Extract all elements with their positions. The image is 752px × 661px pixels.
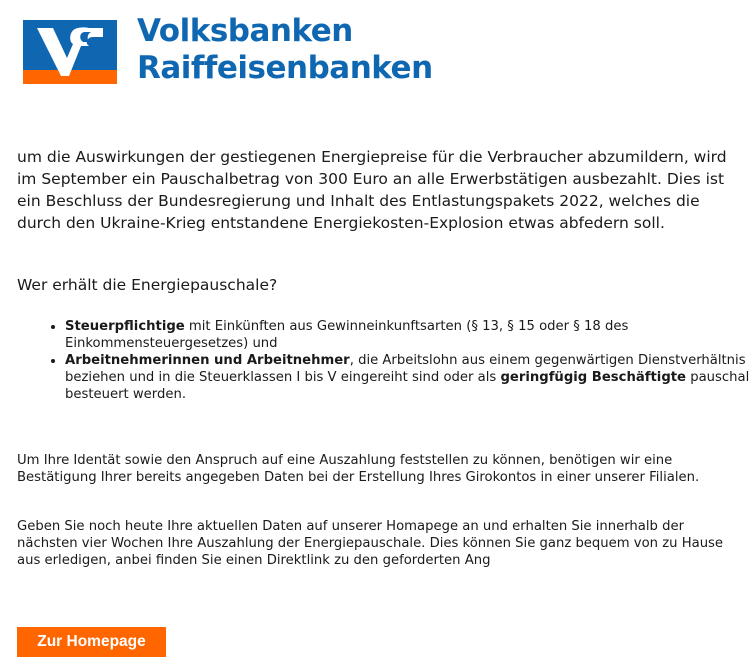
list-item [65,318,752,352]
brand-line-1: Volksbanken [137,13,353,49]
vr-bank-logo-icon [23,20,117,84]
action-paragraph: Geben Sie noch heute Ihre aktuellen Daten auf unserer Homapege an und erhalten Sie innerhalb der nächsten vier Wochen Ihre Auszahlung der Energiepauschale. Dies können Sie ganz bequem von zu Hause aus erledigen, anbei finden Sie einen Direktlink zu den geforderten Ang [17,519,724,568]
brand-wordmark [137,13,433,87]
intro-paragraph: um die Auswirkungen der gestiegenen Energiepreise für die Verbraucher abzumildern, wird im September ein Pauschalbetrag von 300 Euro an alle Erwerbstätigen ausbezahlt. Dies ist ein Beschluss der Bundesregierung und Inhalt des Entlastungspakets 2022, welches die durch den Ukraine-Krieg entstandene Energiekosten-Explosion etwas abfedern soll. [17,148,727,232]
brand-line-2: Raiffeisenbanken [137,50,433,86]
list-item [65,352,752,403]
eligibility-list [17,318,752,403]
list-item-bold: geringfügig Beschäftigte [500,370,687,385]
list-item-bold: Arbeitnehmerinnen und Arbeitnehmer [65,353,350,368]
list-item-text: pauschal besteuert werden. [65,370,750,402]
homepage-button[interactable]: Zur Homepage [17,627,166,657]
list-item-bold: Steuerpflichtige [65,319,185,334]
list-item-text: , die Arbeitslohn aus einem gegenwärtigen Dienstverhältnis beziehen und in die Steuerklassen I bis V eingereiht sind oder als [65,353,746,385]
identity-paragraph: Um Ihre Identät sowie den Anspruch auf eine Auszahlung feststellen zu können, benötigen wir eine Bestätigung Ihrer bereits angegeben Daten bei der Erstellung Ihres Girokontos in einer unserer Filialen. [17,453,700,485]
list-item-text: mit Einkünften aus Gewinneinkunftsarten (§ 13, § 15 oder § 18 des Einkommensteuergesetzes) und [65,319,629,351]
section-question: Wer erhält die Energiepauschale? [17,276,278,294]
